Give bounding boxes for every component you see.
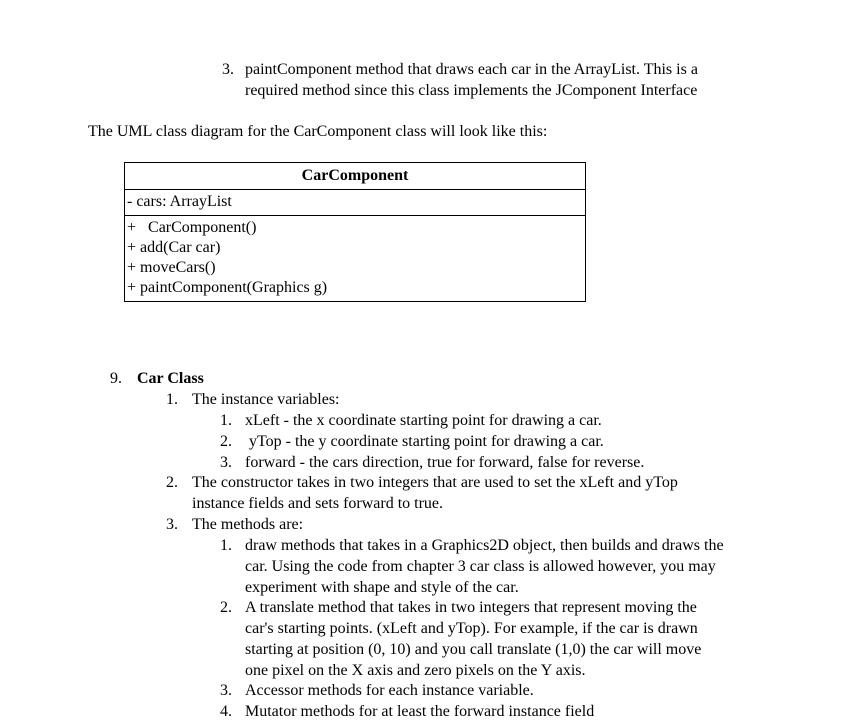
list-number: 3. (166, 516, 178, 533)
sublist-item-text: one pixel on the X axis and zero pixels on the Y axis. (245, 662, 586, 679)
list-item-text: instance fields and sets forward to true. (192, 495, 444, 512)
section-title: Car Class (137, 370, 204, 387)
sublist-number: 4. (220, 703, 232, 720)
list-item-text: The methods are: (192, 516, 304, 533)
uml-class-name: CarComponent (125, 163, 585, 190)
uml-method: + paintComponent(Graphics g) (127, 279, 328, 296)
sublist-number: 1. (220, 537, 232, 554)
uml-method: + add(Car car) (127, 239, 221, 256)
sublist-number: 3. (220, 454, 232, 471)
list-item-text: required method since this class implements the JComponent Interface (245, 82, 698, 99)
sublist-item-text: forward - the cars direction, true for forward, false for reverse. (245, 454, 645, 471)
sublist-item-text: xLeft - the x coordinate starting point for drawing a car. (245, 412, 602, 429)
list-number: 2. (166, 474, 178, 491)
sublist-item-text: Accessor methods for each instance variable. (245, 682, 534, 699)
sublist-number: 3. (220, 682, 232, 699)
section-number: 9. (110, 370, 122, 387)
list-number: 1. (166, 391, 178, 408)
sublist-item-text: car. Using the code from chapter 3 car class is allowed however, you may (245, 558, 716, 575)
list-item-text: The instance variables: (192, 391, 340, 408)
uml-attribute: - cars: ArrayList (125, 190, 585, 216)
uml-method: + CarComponent() (127, 219, 257, 236)
list-item-text: paintComponent method that draws each car in the ArrayList. This is a (245, 61, 698, 78)
sublist-item-text: experiment with shape and style of the car. (245, 579, 519, 596)
sublist-number: 2. (220, 433, 232, 450)
sublist-item-text: starting at position (0, 10) and you call translate (1,0) the car will move (245, 641, 702, 658)
uml-method: + moveCars() (127, 259, 216, 276)
intro-paragraph: The UML class diagram for the CarComponent class will look like this: (88, 123, 548, 140)
sublist-item-text: yTop - the y coordinate starting point for drawing a car. (245, 433, 604, 450)
sublist-number: 1. (220, 412, 232, 429)
uml-class-diagram (124, 162, 586, 302)
sublist-item-text: A translate method that takes in two integers that represent moving the (245, 599, 697, 616)
sublist-item-text: car's starting points. (xLeft and yTop). For example, if the car is drawn (245, 620, 698, 637)
uml-methods (125, 216, 585, 298)
sublist-item-text: draw methods that takes in a Graphics2D object, then builds and draws the (245, 537, 724, 554)
list-item-text: The constructor takes in two integers that are used to set the xLeft and yTop (192, 474, 678, 491)
sublist-number: 2. (220, 599, 232, 616)
sublist-item-text: Mutator methods for at least the forward instance field (245, 703, 595, 720)
list-number: 3. (222, 61, 234, 78)
